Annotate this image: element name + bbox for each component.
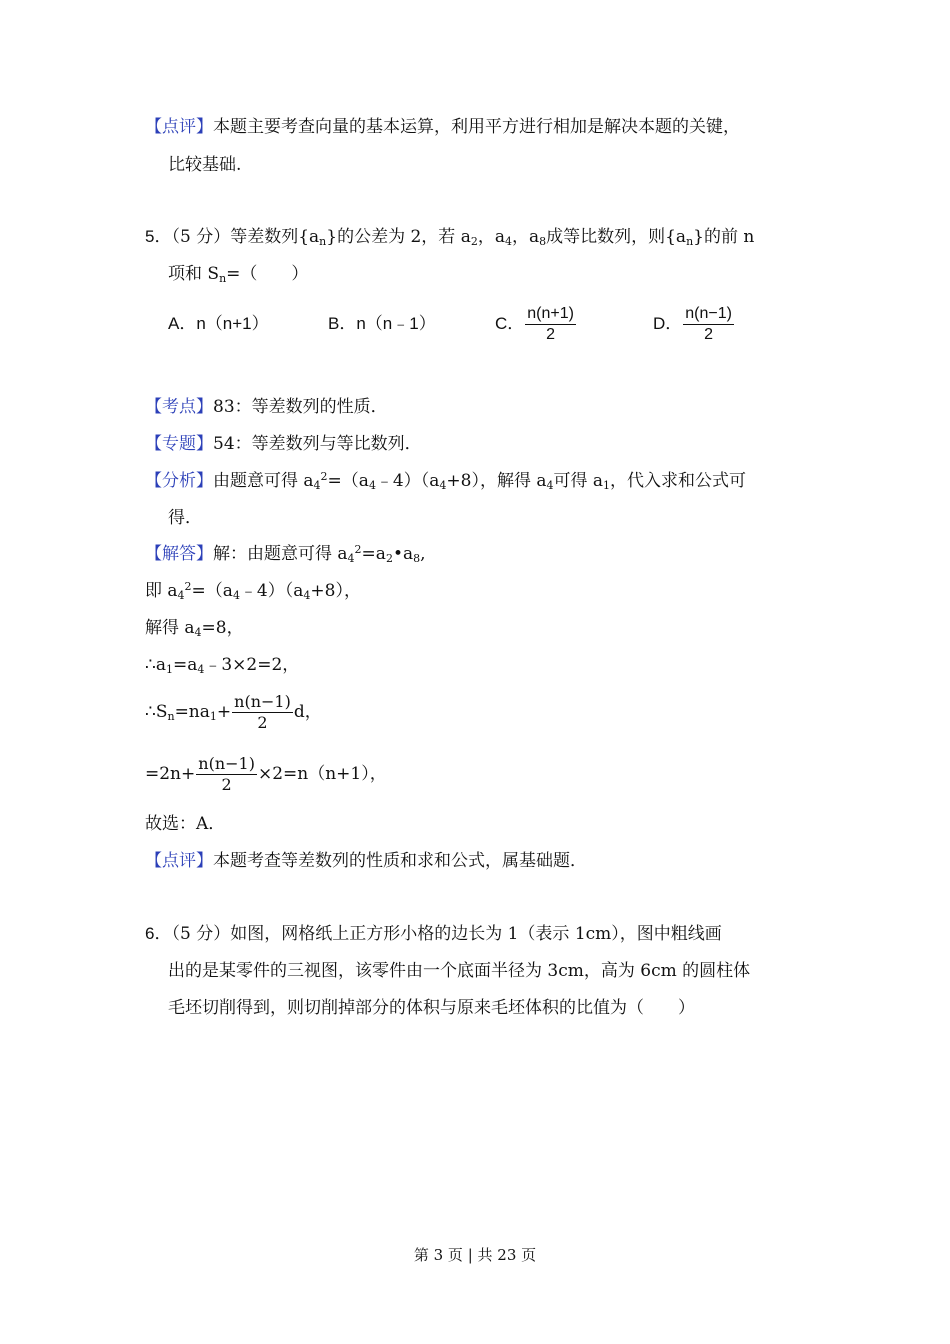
sub: 4 (504, 235, 512, 248)
step-text: ﹣4）（a (239, 581, 304, 601)
jieda-tag: 【解答】 (145, 544, 213, 564)
review-tag: 【点评】 (145, 851, 213, 871)
q5-text: 成等比数列，则{a (546, 227, 687, 247)
sub: 4 (439, 479, 447, 492)
q5-text: 等差数列{a (230, 227, 320, 247)
review-2-line (145, 849, 587, 873)
step-text: =na (174, 702, 210, 722)
answer-choice: 故选：A． (145, 814, 226, 834)
sub: 4 (347, 552, 355, 565)
question-6-line-3: 毛坯切削得到，则切削掉部分的体积与原来毛坯体积的比值为（ ） (168, 998, 695, 1018)
jieda-text: =a (361, 544, 386, 564)
jieda-text: •a (392, 544, 414, 564)
fenxi-text: ﹣4）（a (375, 471, 440, 491)
solution-step-1 (145, 579, 361, 603)
option-label: D． (653, 314, 683, 333)
question-6-line-1 (145, 922, 722, 946)
option-a: A．n（n+1） (168, 314, 269, 333)
step-text: d， (293, 702, 322, 722)
sub: 4 (194, 626, 202, 639)
step-text: =2n+ (145, 764, 196, 784)
fenxi-text: ，代入求和公式可 (610, 471, 747, 491)
jieda-line (145, 542, 426, 566)
step-text: ﹣3×2=2， (204, 655, 300, 675)
fenxi-line-2: 得． (168, 508, 202, 528)
fraction (196, 754, 257, 795)
option-b: B．n（n﹣1） (328, 314, 436, 333)
sub: 4 (368, 479, 376, 492)
fenxi-text: 可得 a (553, 471, 604, 491)
question-score: （5 分） (171, 227, 231, 247)
solution-step-5 (145, 752, 387, 796)
question-number: 6． (145, 924, 172, 943)
sub: 4 (546, 479, 554, 492)
sub: n (686, 235, 694, 248)
kaodian-tag: 【考点】 (145, 397, 213, 417)
q5-text: =（ ） (226, 264, 309, 284)
option-d (653, 302, 735, 346)
fenxi-text: =（a (327, 471, 369, 491)
fraction-numerator: n(n−1) (234, 692, 291, 711)
step-text: =（a (191, 581, 233, 601)
option-c (495, 302, 577, 346)
jieda-text: 解：由题意可得 a (213, 544, 348, 564)
step-text: =a (172, 655, 198, 675)
review-line-1 (145, 115, 740, 139)
zhuanti-tag: 【专题】 (145, 434, 213, 454)
fraction-denominator: 2 (704, 326, 714, 344)
fraction (525, 304, 576, 345)
option-label: C． (495, 314, 525, 333)
q5-text: ，a (477, 227, 505, 247)
fraction-denominator: 2 (546, 326, 556, 344)
sub: 4 (303, 589, 311, 602)
step-text: +8）， (310, 581, 361, 601)
fraction (232, 692, 293, 733)
step-text: 即 a (145, 581, 178, 601)
question-5-line-2 (168, 262, 308, 286)
fraction (683, 304, 734, 345)
sup: 2 (184, 580, 192, 593)
kaodian-text: 83：等差数列的性质． (213, 397, 388, 417)
sub: 4 (197, 663, 205, 676)
zhuanti-text: 54：等差数列与等比数列． (213, 434, 422, 454)
question-number: 5． (145, 227, 172, 246)
step-text: ×2=n（n+1）， (257, 764, 387, 784)
sub: 4 (177, 589, 185, 602)
solution-step-4: $\therefore S_n=na_1+$ $\frac{n(n-1)}{2}$ d， (145, 692, 322, 732)
question-score: （5 分） (171, 924, 231, 944)
sub: n (167, 710, 175, 723)
sub: 8 (413, 552, 421, 565)
q5-text: }的公差为 2，若 a (326, 227, 471, 247)
zhuanti-line (145, 432, 422, 456)
sub: 8 (539, 235, 547, 248)
fenxi-line-1: 【分析】由题意可得 $a_4^2=(a_4﹣4)(a_4+8)$，解得 $a_4$可得 $a_1$，代入求和公式可 (145, 470, 747, 492)
solution-step-2 (145, 616, 244, 640)
step-text: 解得 a (145, 618, 195, 638)
sub: n (219, 272, 227, 285)
fraction-numerator: n(n−1) (683, 304, 734, 325)
q5-text: }的前 n (693, 227, 755, 247)
fenxi-tag: 【分析】 (145, 471, 213, 491)
fenxi-text: +8），解得 a (446, 471, 547, 491)
review-text: 本题考查等差数列的性质和求和公式，属基础题． (213, 851, 587, 871)
fraction-denominator: 2 (257, 713, 268, 732)
fraction-numerator: n(n+1) (525, 304, 576, 325)
q5-text: ，a (511, 227, 540, 247)
sub: 4 (232, 589, 240, 602)
fraction-denominator: 2 (221, 775, 232, 794)
sup: 2 (320, 470, 328, 483)
solution-step-3: $\therefore a_1=a_4﹣3\times 2=2$， (145, 655, 300, 676)
sub: 2 (385, 552, 393, 565)
sub: 2 (470, 235, 478, 248)
review-line-2: 比较基础. (168, 155, 242, 175)
jieda-text: , (420, 544, 426, 564)
q6-text: 如图，网格纸上正方形小格的边长为 1（表示 1cm），图中粗线画 (230, 924, 722, 944)
step-text: ∴a (145, 655, 166, 675)
sup: 2 (354, 543, 362, 556)
review-tag: 【点评】 (145, 117, 213, 137)
kaodian-line (145, 395, 388, 419)
step-text: ∴S (145, 702, 168, 722)
sub: 4 (313, 479, 321, 492)
fenxi-text: 由题意可得 a (213, 471, 314, 491)
q5-text: 项和 S (168, 264, 220, 284)
step-text: =8， (201, 618, 244, 638)
sub: n (319, 235, 327, 248)
step-text: + (216, 702, 232, 722)
question-6-line-2: 出的是某零件的三视图，该零件由一个底面半径为 3cm，高为 6cm 的圆柱体 (168, 961, 751, 981)
fraction-numerator: n(n−1) (198, 754, 255, 773)
question-5-line-1 (145, 225, 754, 249)
page-footer: 第 3 页 | 共 23 页 (413, 1246, 537, 1264)
review-text: 本题主要考查向量的基本运算，利用平方进行相加是解决本题的关键， (213, 117, 740, 137)
